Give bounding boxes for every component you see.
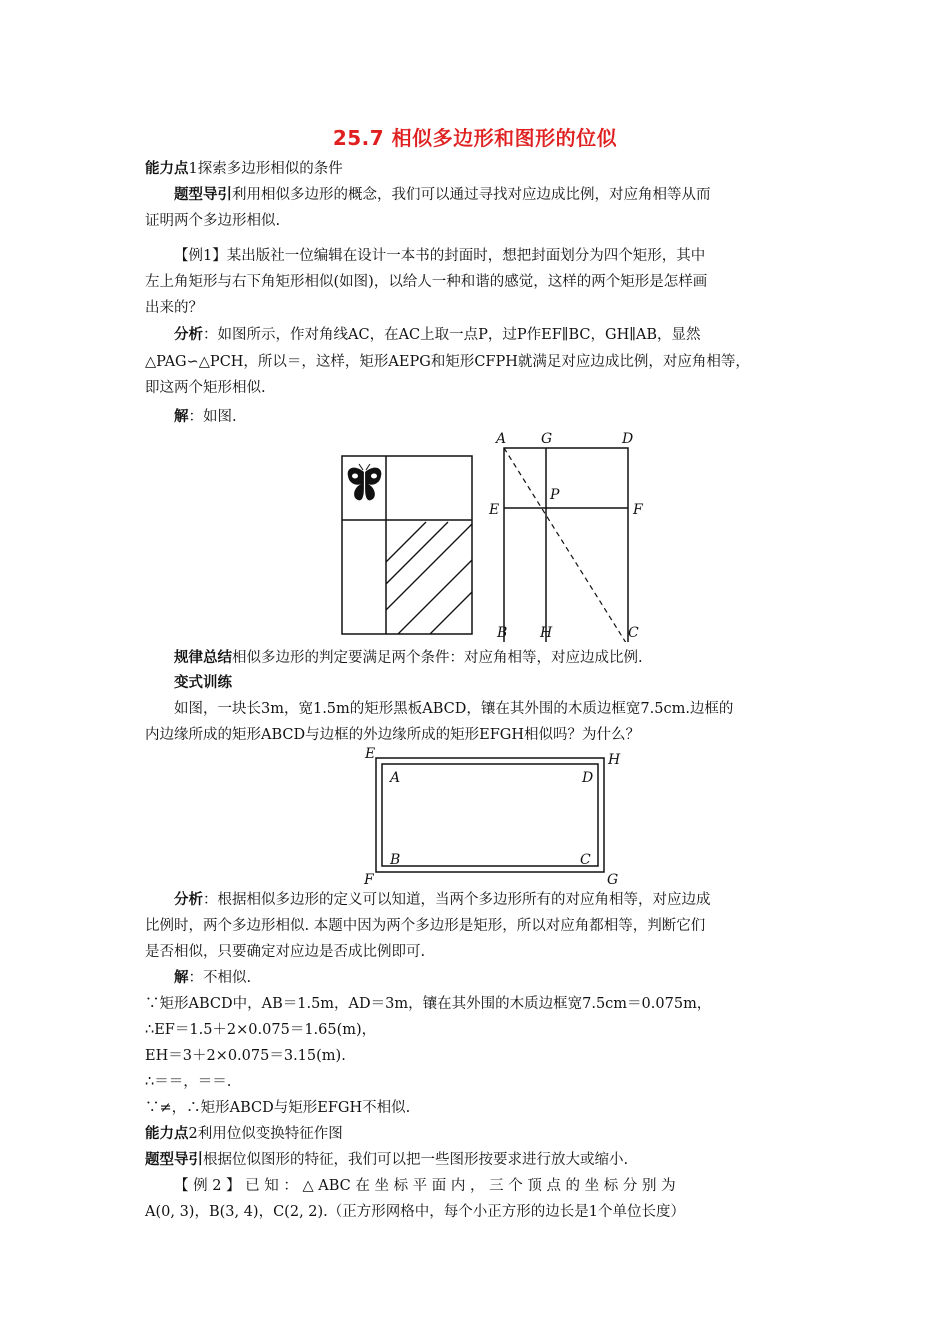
label-h: H [540,625,553,641]
practice-line-2: 内边缘所成的矩形ABCD与边框的外边缘所成的矩形EFGH相似吗？为什么？ [145,727,640,743]
analysis-1-line-2: △PAG∽△PCH，所以＝，这样，矩形AEPG和矩形CFPH就满足对应边成比例，对应角相等， [145,354,750,370]
example-2-line-2: A(0, 3)，B(3, 4)，C(2, 2).（正方形网格中，每个小正方形的边长是1个单位长度） [145,1204,686,1220]
label-c: C [628,625,639,641]
practice-label: 变式训练 [174,675,232,691]
blackboard-frame-figure [360,744,624,890]
label-h: H [608,752,621,768]
analysis-1-line-1 [145,322,836,348]
summary-text: 相似多边形的判定要满足两个条件：对应角相等，对应边成比例. [232,650,643,666]
solution-2-text: ：不相似. [188,970,252,986]
section-1-heading [145,156,807,182]
section-2-text: 2利用位似变换特征作图 [188,1126,343,1142]
solution-2-line-2: ∴EF＝1.5＋2×0.075＝1.65(m)， [145,1022,377,1038]
label-c: C [580,852,591,868]
analysis-2-line-3: 是否相似，只要确定对应边是否成比例即可. [145,944,426,960]
solution-1 [145,404,836,430]
label-e: E [365,746,376,762]
butterfly-icon [348,464,382,500]
practice-heading [145,670,836,696]
solution-2-label: 解 [174,970,189,986]
label-b: B [390,852,401,868]
hatched-rectangle [386,520,472,634]
label-f: F [633,502,643,518]
solution-2-line-5: ∵≠，∴矩形ABCD与矩形EFGH不相似. [145,1100,411,1116]
label-d: D [582,770,594,786]
guide-1-label: 题型导引 [174,187,232,203]
section-1-label: 能力点 [145,161,189,177]
solution-1-label: 解 [174,409,189,425]
practice-line-1: 如图，一块长3m，宽1.5m的矩形黑板ABCD，镶在其外围的木质边框宽7.5cm.边框的 [174,701,734,717]
label-p: P [550,487,560,503]
guide-2 [145,1147,807,1173]
label-a: A [496,431,507,447]
page-title: 25.7 相似多边形和图形的位似 [332,126,618,150]
analysis-2-label: 分析 [174,892,203,908]
label-e: E [489,502,500,518]
label-f: F [364,872,374,888]
outer-rectangle-efgh [376,758,604,872]
example-1-line-3: 出来的？ [145,300,203,316]
example-1-line-1: 【例1】某出版社一位编辑在设计一本书的封面时，想把封面划分为四个矩形，其中 [174,248,706,264]
summary [145,645,836,671]
summary-label: 规律总结 [174,650,232,666]
diagonal-ac [504,448,628,642]
analysis-2-line-2: 比例时，两个多边形相似. 本题中因为两个多边形是矩形，所以对应角都相等，判断它们 [145,918,706,934]
solution-2-line-4: ∴＝＝，＝＝. [145,1074,232,1090]
label-g: G [541,431,553,447]
diagonal-rectangle-figure [488,428,648,642]
guide-2-label: 题型导引 [145,1152,203,1168]
section-1-text: 1探索多边形相似的条件 [188,161,343,177]
solution-1-text: ：如图. [188,409,237,425]
guide-2-text: 根据位似图形的特征，我们可以把一些图形按要求进行放大或缩小. [203,1152,629,1168]
label-a: A [390,770,401,786]
analysis-1-line-3: 即这两个矩形相似. [145,380,266,396]
analysis-2-line-1 [145,887,836,913]
label-b: B [497,625,508,641]
example-1-line-2: 左上角矩形与右下角矩形相似(如图)，以给人一种和谐的感觉，这样的两个矩形是怎样画 [145,274,708,290]
solution-2 [145,965,836,991]
analysis-1-text: ：如图所示，作对角线AC，在AC上取一点P，过P作EF∥BC，GH∥AB，显然 [203,327,701,343]
example-2-line-1: 【 例 2 】 已 知 ： △ ABC 在 坐 标 平 面 内 ， 三 个 顶 点 的 坐 标 分 别 为 [174,1178,676,1194]
label-g: G [607,872,619,888]
guide-1-text: 利用相似多边形的概念，我们可以通过寻找对应边成比例，对应角相等从而 [232,187,711,203]
label-d: D [622,431,634,447]
solution-2-line-1: ∵矩形ABCD中，AB＝1.5m，AD＝3m，镶在其外围的木质边框宽7.5cm＝0.075m， [145,996,712,1012]
analysis-2-text: ：根据相似多边形的定义可以知道，当两个多边形所有的对应角相等，对应边成 [203,892,711,908]
analysis-1-label: 分析 [174,327,203,343]
section-2-heading [145,1121,807,1147]
solution-2-line-3: EH＝3＋2×0.075＝3.15(m). [145,1048,346,1064]
guide-1-line-2: 证明两个多边形相似. [145,213,281,229]
rectangle-abcd [504,448,628,642]
inner-rectangle-abcd [382,764,598,866]
book-cover-figure [340,452,476,638]
section-2-label: 能力点 [145,1126,189,1142]
guide-1-line-1 [145,182,836,208]
